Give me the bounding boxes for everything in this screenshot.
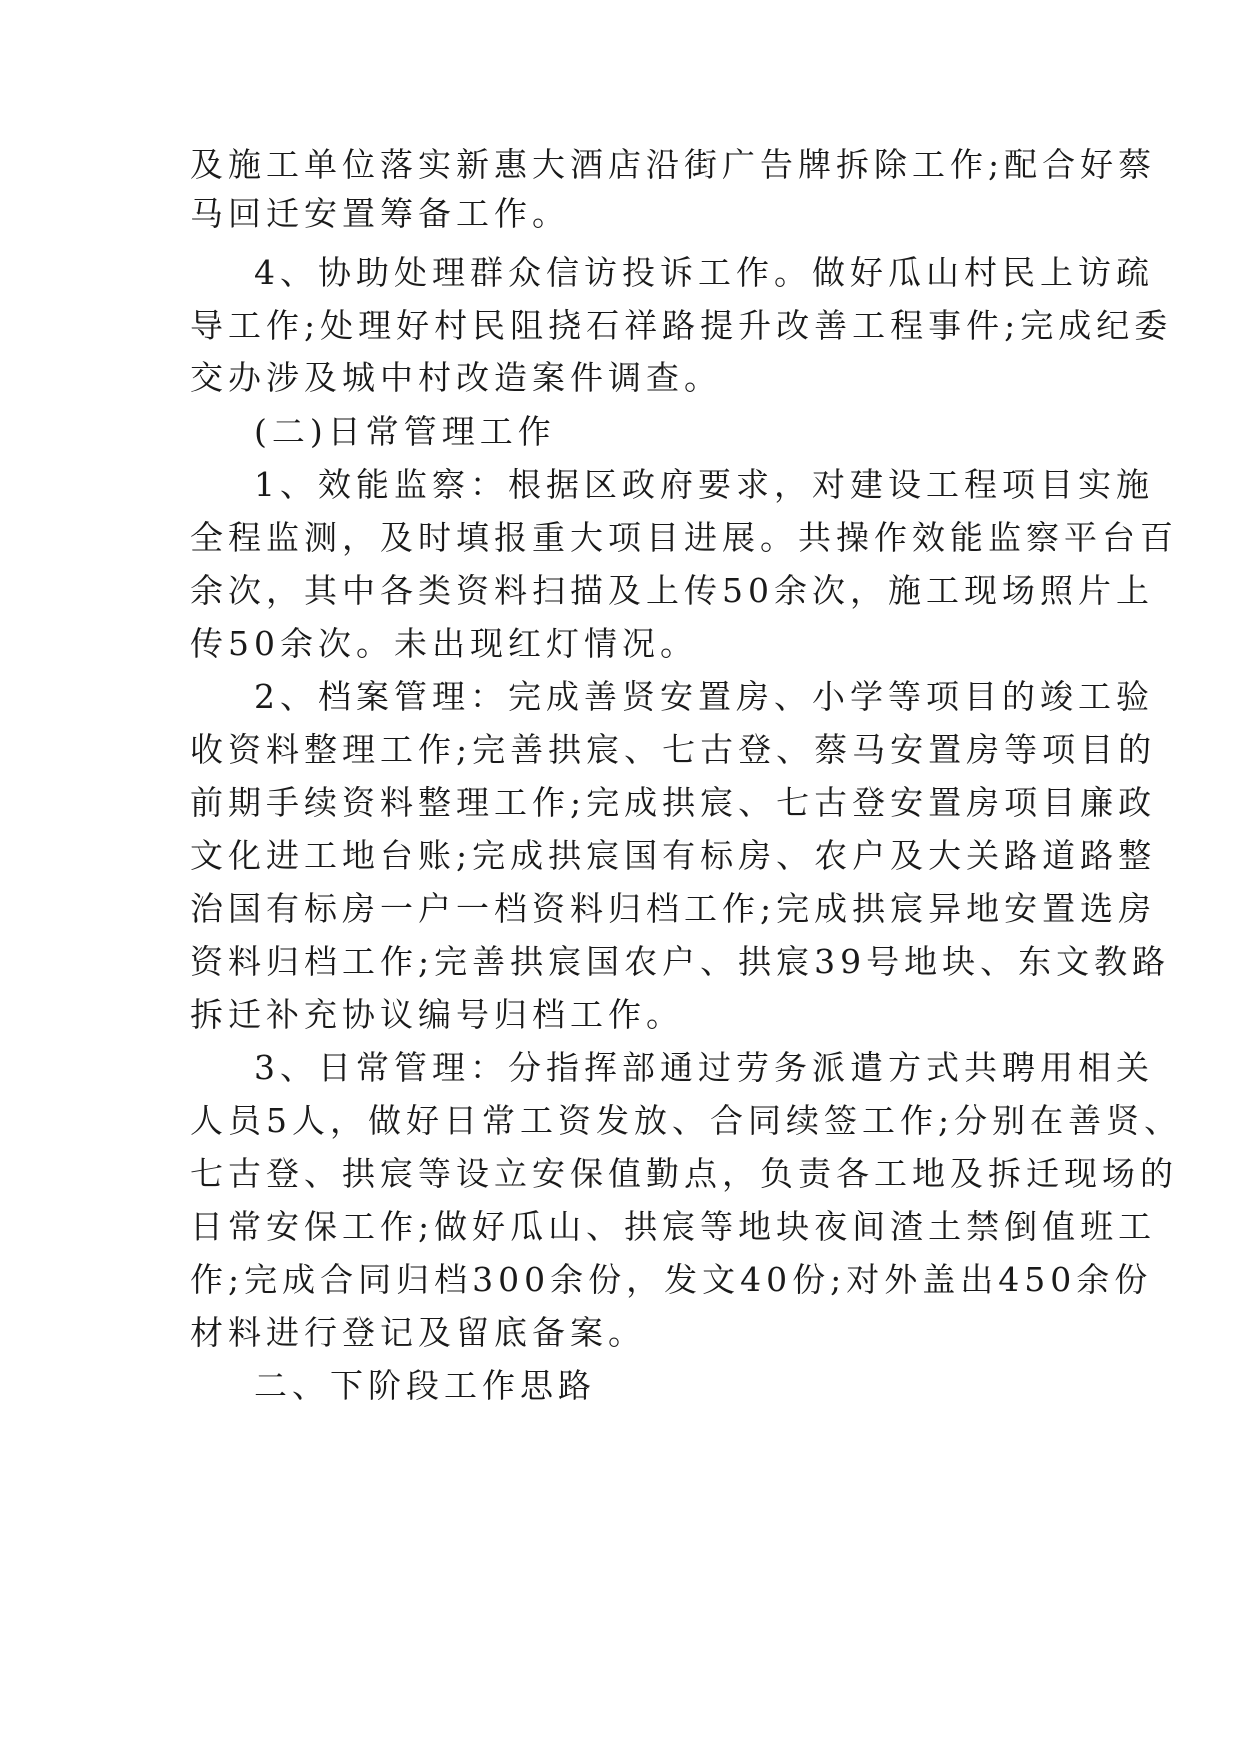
text-line: 作;完成合同归档300余份，发文40份;对外盖出450余份: [190, 1260, 1153, 1299]
paragraph-start-line: 4、协助处理群众信访投诉工作。做好瓜山村民上访疏: [254, 253, 1154, 292]
text-line: 资料归档工作;完善拱宸国农户、拱宸39号地块、东文教路: [190, 942, 1171, 981]
text-line: 余次，其中各类资料扫描及上传50余次，施工现场照片上: [190, 571, 1154, 610]
section-heading: 二、下阶段工作思路: [254, 1366, 596, 1405]
text-line: 日常安保工作;做好瓜山、拱宸等地块夜间渣土禁倒值班工: [190, 1207, 1157, 1246]
text-line: 前期手续资料整理工作;完成拱宸、七古登安置房项目廉政: [190, 783, 1157, 822]
text-line: 马回迁安置筹备工作。: [190, 194, 570, 233]
text-line: 文化进工地台账;完成拱宸国有标房、农户及大关路道路整: [190, 836, 1157, 875]
paragraph-start-line: 2、档案管理：完成善贤安置房、小学等项目的竣工验: [254, 677, 1154, 716]
text-line: 导工作;处理好村民阻挠石祥路提升改善工程事件;完成纪委: [190, 306, 1173, 345]
text-line: 传50余次。未出现红灯情况。: [190, 624, 698, 663]
text-line: 治国有标房一户一档资料归档工作;完成拱宸异地安置选房: [190, 889, 1157, 928]
text-line: 全程监测，及时填报重大项目进展。共操作效能监察平台百: [190, 518, 1178, 557]
paragraph-start-line: 3、日常管理：分指挥部通过劳务派遣方式共聘用相关: [254, 1048, 1154, 1087]
text-line: 材料进行登记及留底备案。: [190, 1313, 646, 1352]
text-line: 七古登、拱宸等设立安保值勤点，负责各工地及拆迁现场的: [190, 1154, 1178, 1193]
paragraph-start-line: 1、效能监察：根据区政府要求，对建设工程项目实施: [254, 465, 1154, 504]
text-line: 及施工单位落实新惠大酒店沿街广告牌拆除工作;配合好蔡: [190, 145, 1157, 184]
text-line: 交办涉及城中村改造案件调查。: [190, 358, 722, 397]
text-line: 人员5人，做好日常工资发放、合同续签工作;分别在善贤、: [190, 1101, 1183, 1140]
section-heading: (二)日常管理工作: [254, 412, 556, 451]
text-line: 拆迁补充协议编号归档工作。: [190, 995, 684, 1034]
text-line: 收资料整理工作;完善拱宸、七古登、蔡马安置房等项目的: [190, 730, 1157, 769]
